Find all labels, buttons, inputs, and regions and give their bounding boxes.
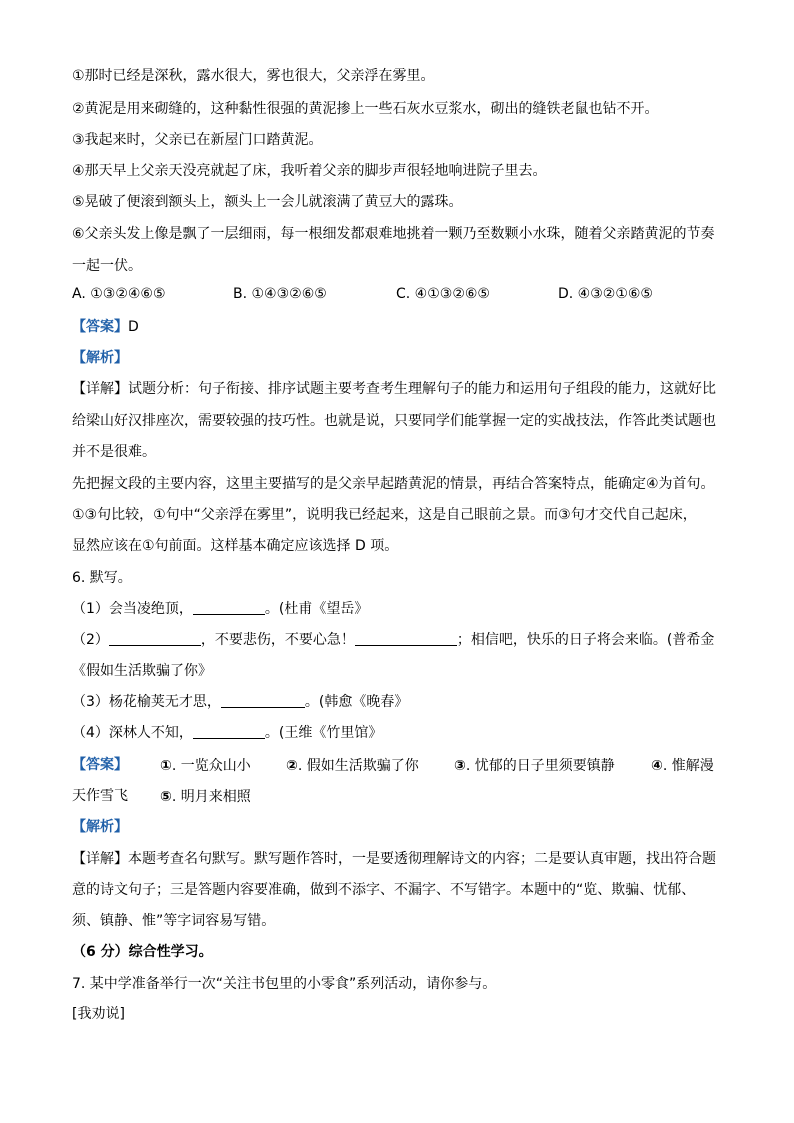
q5-detail-4: 先把握文段的主要内容，这里主要描写的是父亲早起踏黄泥的情景，再结合答案特点，能确定④为首句。 <box>72 476 715 492</box>
analysis-tag: 【解析】 <box>72 819 128 835</box>
item-source: 。(杜甫《望岳》 <box>264 601 369 617</box>
detail-tag: 【详解】 <box>72 851 128 867</box>
fill-blank <box>193 724 265 739</box>
item-text: （1）会当凌绝顶， <box>72 601 193 617</box>
fill-blank <box>109 631 201 646</box>
item-source: 。(韩愈《晚春》 <box>304 694 409 710</box>
q5-analysis <box>72 348 128 368</box>
q7-subheading: [我劝说] <box>72 1006 125 1022</box>
answer-text: . 明月来相照 <box>171 789 251 805</box>
item-source: 。(王维《竹里馆》 <box>264 725 383 741</box>
detail-text: 试题分析：句子衔接、排序试题主要考查考生理解句子的能力和运用句子组段的能力，这就好比 <box>128 381 716 397</box>
sentence-1: ①那时已经是深秋，露水很大，雾也很大，父亲浮在雾里。 <box>72 68 435 84</box>
q6-answer-3 <box>454 755 615 775</box>
q6-answer-1 <box>160 755 251 775</box>
answer-number: ② <box>286 758 298 774</box>
q5-detail-2: 给梁山好汉排座次，需要较强的技巧性。也就是说，只要同学们能掌握一定的实战技法，作答此类试题也 <box>72 413 716 429</box>
q6-detail-1 <box>72 849 716 869</box>
detail-tag: 【详解】 <box>72 381 128 397</box>
answer-text: . 假如生活欺骗了你 <box>297 758 419 774</box>
q6-item-1 <box>72 599 368 619</box>
sentence-2: ②黄泥是用来砌缝的，这种黏性很强的黄泥掺上一些石灰水豆浆水，砌出的缝铁老鼠也钻不开。 <box>72 101 659 117</box>
answer-number: ④ <box>651 758 663 774</box>
item-source: ；相信吧，快乐的日子将会来临。(普希金 <box>456 632 715 648</box>
q6-detail-2: 意的诗文句子；三是答题内容要准确，做到不添字、不漏字、不写错字。本题中的“览、欺骗、忧郁、 <box>72 882 696 898</box>
q5-detail-1 <box>72 379 716 399</box>
sentence-6-cont: 一起一伏。 <box>72 258 142 274</box>
sentence-3: ③我起来时，父亲已在新屋门口踏黄泥。 <box>72 132 323 148</box>
analysis-tag: 【解析】 <box>72 350 128 366</box>
q6-detail-3: 须、镇静、惟”等字词容易写错。 <box>72 913 276 929</box>
item-text: （4）深林人不知， <box>72 725 193 741</box>
q6-answer-2 <box>286 755 419 775</box>
q6-analysis <box>72 817 128 837</box>
answer-tag: 【答案】 <box>72 757 128 773</box>
q6-answer-line2: 天作雪飞 <box>72 788 128 804</box>
answer-text: . 忧郁的日子里须要镇静 <box>465 758 615 774</box>
sentence-5: ⑤晃破了便滚到额头上，额头上一会儿就滚满了黄豆大的露珠。 <box>72 194 463 210</box>
q5-detail-3: 并不是很难。 <box>72 444 156 460</box>
sentence-6: ⑥父亲头发上像是飘了一层细雨，每一根细发都艰难地挑着一颗乃至数颗小水珠，随着父亲踏黄泥的节奏 <box>72 226 715 242</box>
answer-tag: 【答案】 <box>72 319 128 335</box>
answer-number: ⑤ <box>160 789 172 805</box>
option-a: A. ①③②④⑥⑤ <box>72 286 166 302</box>
sentence-4: ④那天早上父亲天没亮就起了床，我听着父亲的脚步声很轻地响进院子里去。 <box>72 163 547 179</box>
fill-blank <box>221 693 305 708</box>
option-d: D. ④③②①⑥⑤ <box>558 286 653 302</box>
q6-item-4 <box>72 723 382 743</box>
item-text: （3）杨花榆荚无才思， <box>72 694 221 710</box>
answer-value: D <box>128 319 139 335</box>
q6-answer-5 <box>160 786 251 806</box>
q6-item-3 <box>72 692 408 712</box>
section-heading: （6 分）综合性学习。 <box>72 944 213 960</box>
fill-blank <box>193 600 265 615</box>
q5-detail-6: 显然应该在①句前面。这样基本确定应该选择 D 项。 <box>72 538 399 554</box>
answer-text: . 惟解漫 <box>662 758 714 774</box>
q6-item-2-cont: 《假如生活欺骗了你》 <box>72 663 212 679</box>
q5-answer <box>72 317 139 337</box>
q6-answer <box>72 755 128 775</box>
q6-title: 6. 默写。 <box>72 570 132 586</box>
item-text: （2） <box>72 632 109 648</box>
q7-title: 7. 某中学准备举行一次“关注书包里的小零食”系列活动，请你参与。 <box>72 976 497 992</box>
q6-answer-4 <box>651 755 714 775</box>
answer-number: ③ <box>454 758 466 774</box>
option-c: C. ④①③②⑥⑤ <box>396 286 490 302</box>
item-text: ，不要悲伤，不要心急！ <box>200 632 355 648</box>
q5-detail-5: ①③句比较，①句中“父亲浮在雾里”，说明我已经起来，这是自己眼前之景。而③句才交代自己起床， <box>72 507 697 523</box>
option-b: B. ①④③②⑥⑤ <box>233 286 327 302</box>
answer-number: ① <box>160 758 172 774</box>
fill-blank <box>355 631 457 646</box>
q6-item-2 <box>72 630 714 650</box>
answer-text: . 一览众山小 <box>171 758 251 774</box>
detail-text: 本题考查名句默写。默写题作答时，一是要透彻理解诗文的内容；二是要认真审题，找出符合题 <box>128 851 716 867</box>
